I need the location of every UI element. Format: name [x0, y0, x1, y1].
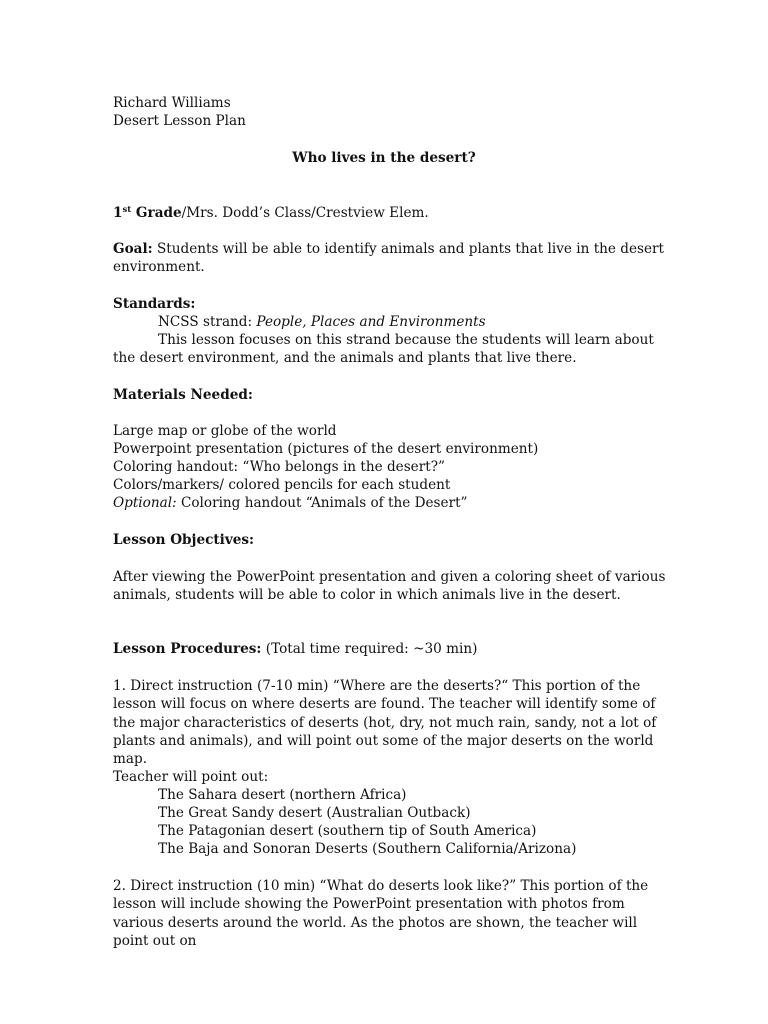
- optional-material: [113, 494, 673, 512]
- procedures-heading: Lesson Procedures:: [113, 641, 262, 657]
- goal-text: Students will be able to identify animals and plants that live in the desert environment.: [113, 241, 665, 276]
- procedures-line: [113, 640, 673, 658]
- grade-number: 1st Grade: [113, 205, 182, 221]
- author-name: Richard Williams: [113, 95, 231, 111]
- optional-label: Optional:: [113, 495, 177, 511]
- material-item: Colors/markers/ colored pencils for each student: [113, 477, 451, 493]
- strand-name: People, Places and Environments: [256, 314, 486, 330]
- standards-heading: Standards:: [113, 296, 196, 312]
- desert-item: The Patagonian desert (southern tip of South America): [158, 823, 537, 839]
- strand-label: NCSS strand:: [158, 314, 257, 330]
- desert-item: The Sahara desert (northern Africa): [158, 787, 407, 803]
- point-out-label: Teacher will point out:: [113, 769, 269, 785]
- document-type: Desert Lesson Plan: [113, 113, 246, 129]
- grade-line: [113, 204, 673, 222]
- material-item: Large map or globe of the world: [113, 423, 337, 439]
- procedure-step-2: 2. Direct instruction (10 min) “What do deserts look like?” This portion of the lesson will include showing the PowerPoint presentation with photos from various deserts around the world. As the photos are shown, the teacher will point out on: [113, 878, 649, 949]
- procedures-time: (Total time required: ~30 min): [261, 641, 478, 657]
- grade-class: /Mrs. Dodd’s Class/Crestview Elem.: [181, 205, 429, 221]
- procedure-step-1: 1. Direct instruction (7-10 min) “Where are the deserts?“ This portion of the lesson will focus on where deserts are found. The teacher will identify some of the major characteristics of deserts (hot, dry, not much rain, sandy, not a lot of plants and animals), and will point out some of the major deserts on the world map.: [113, 678, 657, 768]
- goal-paragraph: [113, 240, 673, 277]
- material-item: Coloring handout: “Who belongs in the desert?”: [113, 459, 445, 475]
- desert-item: The Baja and Sonoran Deserts (Southern California/Arizona): [158, 841, 577, 857]
- standards-text: This lesson focuses on this strand because the students will learn about the desert environment, and the animals and plants that live there.: [113, 332, 654, 367]
- objectives-text: After viewing the PowerPoint presentation and given a coloring sheet of various animals, students will be able to color in which animals live in the desert.: [113, 569, 666, 604]
- objectives-heading: Lesson Objectives:: [113, 532, 255, 548]
- goal-label: Goal:: [113, 241, 153, 257]
- document-title: Who lives in the desert?: [292, 150, 476, 166]
- materials-heading: Materials Needed:: [113, 387, 253, 403]
- ncss-strand: [113, 313, 673, 331]
- optional-text: Coloring handout “Animals of the Desert”: [176, 495, 468, 511]
- desert-item: The Great Sandy desert (Australian Outback): [158, 805, 471, 821]
- material-item: Powerpoint presentation (pictures of the desert environment): [113, 441, 539, 457]
